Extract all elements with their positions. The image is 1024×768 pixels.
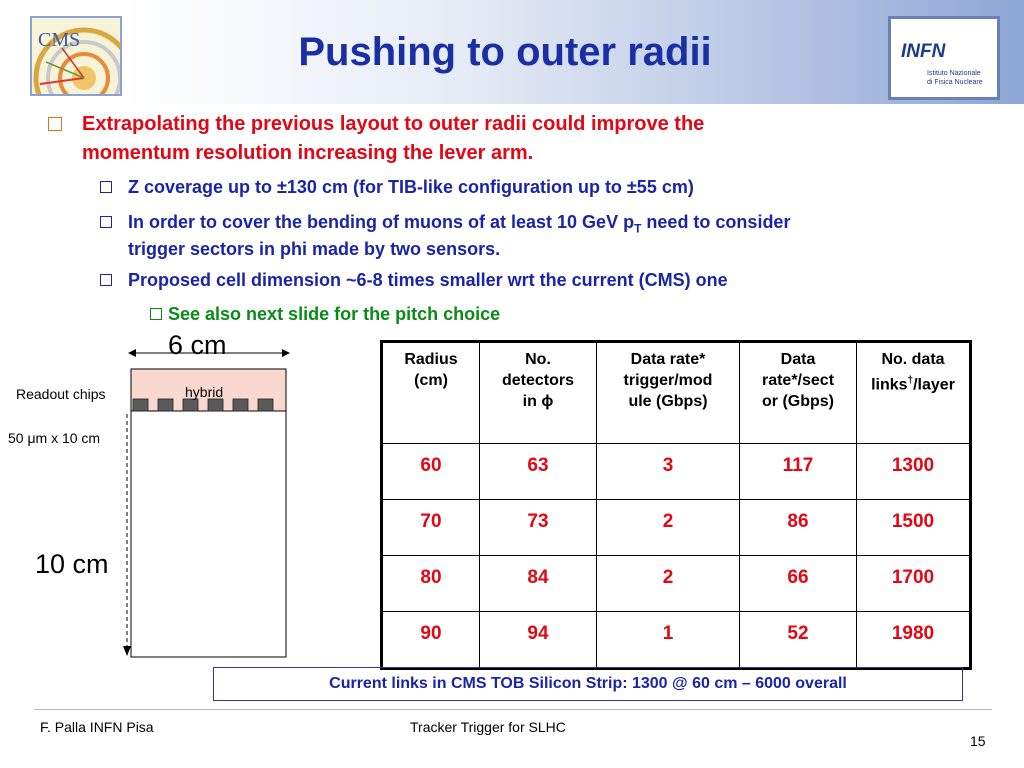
width-label: 6 cm [168, 330, 227, 360]
readout-chip [233, 399, 248, 411]
bullet-sub-2-line-2: trigger sectors in phi made by two sensors. [128, 239, 501, 259]
table-cell: 73 [480, 500, 597, 556]
bullet-sub-3: Proposed cell dimension ~6-8 times smaller wrt the current (CMS) one [128, 270, 728, 290]
readout-chip [183, 399, 198, 411]
page-number: 15 [970, 733, 986, 749]
table-cell: 66 [740, 556, 857, 612]
table-header-row [382, 342, 971, 444]
readout-chip [133, 399, 148, 411]
cms-logo [30, 16, 122, 96]
readout-chip [258, 399, 273, 411]
bullet-sub-1: Z coverage up to ±130 cm (for TIB-like configuration up to ±55 cm) [128, 177, 694, 197]
bullet-main-line-2: momentum resolution increasing the lever arm. [82, 142, 534, 164]
height-label: 10 cm [35, 549, 109, 579]
table-cell: 1300 [857, 444, 971, 500]
module-outline [131, 369, 286, 657]
bullet-main-line-1: Extrapolating the previous layout to outer radii could improve the [82, 113, 705, 135]
infn-logo-graphic [891, 19, 997, 97]
table-cell: 3 [597, 444, 740, 500]
header-radius: Radius (cm) [382, 342, 480, 444]
bullet-sub-2-text-b: need to consider [641, 212, 791, 232]
bullet-checkbox-icon [48, 117, 62, 131]
bullet-checkbox-icon [100, 181, 112, 193]
infn-logo-subtext-2: di Fisica Nucleare [927, 79, 983, 86]
bullet-checkbox-icon [150, 308, 162, 320]
table-cell: 52 [740, 612, 857, 669]
table-cell: 2 [597, 500, 740, 556]
slide-title: Pushing to outer radii [298, 30, 712, 74]
table-cell: 2 [597, 556, 740, 612]
readout-chip [158, 399, 173, 411]
table-cell: 63 [480, 444, 597, 500]
table-cell: 1700 [857, 556, 971, 612]
table-row [382, 500, 971, 556]
table-cell: 80 [382, 556, 480, 612]
height-arrow-head [123, 646, 131, 656]
table-cell: 94 [480, 612, 597, 669]
header-data-rate-sector: Data rate*/sect or (Gbps) [740, 342, 857, 444]
header-detectors: No. detectors in ϕ [480, 342, 597, 444]
width-arrow-head-right [282, 349, 290, 357]
table-row [382, 556, 971, 612]
data-rate-table [380, 340, 972, 670]
infn-logo-subtext-1: Istituto Nazionale [927, 70, 981, 77]
readout-chips-label: Readout chips [16, 386, 106, 402]
sensor-diagram [0, 330, 300, 670]
footer-divider [34, 709, 992, 710]
bullet-checkbox-icon [100, 274, 112, 286]
table-cell: 1500 [857, 500, 971, 556]
bullet-subsub-1: See also next slide for the pitch choice [168, 304, 501, 324]
table-cell: 70 [382, 500, 480, 556]
table-cell: 84 [480, 556, 597, 612]
infn-logo-text: INFN [901, 41, 946, 62]
width-arrow-head-left [128, 349, 136, 357]
note-box: Current links in CMS TOB Silicon Strip: 1300 @ 60 cm – 6000 overall [213, 667, 963, 701]
bullet-sub-2-text-a: In order to cover the bending of muons of at least 10 GeV p [128, 212, 635, 232]
table-cell: 1 [597, 612, 740, 669]
table-cell: 60 [382, 444, 480, 500]
footer-title: Tracker Trigger for SLHC [410, 719, 566, 735]
hybrid-label: hybrid [185, 384, 224, 400]
cms-logo-graphic [32, 18, 120, 94]
bullet-checkbox-icon [100, 216, 112, 228]
bullet-sub-2-subscript: T [634, 221, 642, 236]
table-row [382, 612, 971, 669]
cms-logo-text: CMS [38, 29, 81, 51]
table-row [382, 444, 971, 500]
header-data-rate-module: Data rate* trigger/mod ule (Gbps) [597, 342, 740, 444]
readout-chip [208, 399, 223, 411]
table-cell: 1980 [857, 612, 971, 669]
table-cell: 90 [382, 612, 480, 669]
table-cell: 86 [740, 500, 857, 556]
table-cell: 117 [740, 444, 857, 500]
footer-author: F. Palla INFN Pisa [40, 719, 154, 735]
cell-dimension-label: 50 μm x 10 cm [8, 430, 101, 446]
header-links-per-layer: No. data links†/layer [857, 342, 971, 444]
infn-logo [888, 16, 1000, 100]
